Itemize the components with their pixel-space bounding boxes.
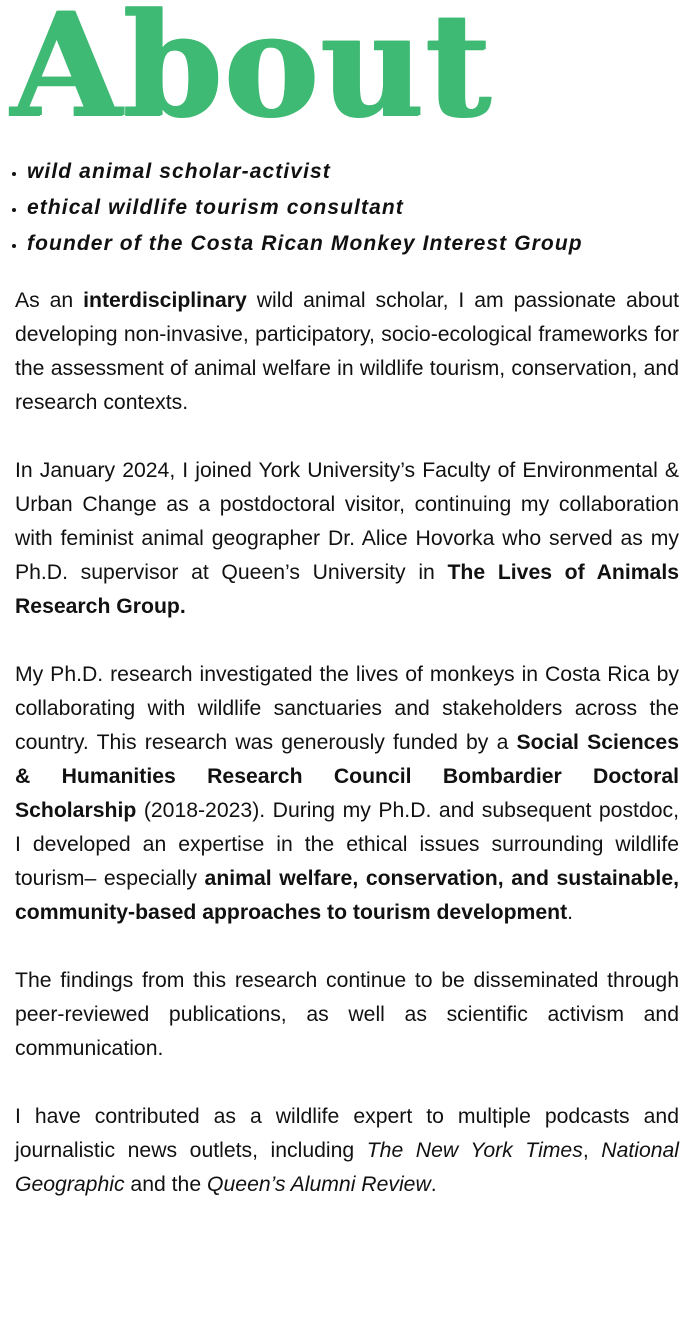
text-run: As an [15,289,84,312]
text-run: My Ph.D. research investigated the lives of monkeys in Costa Rica by collaborating with wildlife sanctuaries and stakeholders across the country. This research was generously funded by a [15,663,679,754]
findings-paragraph [15,964,679,1066]
page-title: About [10,0,492,149]
research-group-name: The Lives of Animals Research Group. [15,561,679,618]
text-run: In January 2024, I joined York University’s Faculty of Environmental & Urban Change as a postdoctoral visitor, continuing my collaboration with feminist animal geographer Dr. Alice Hovorka who served as my Ph.D. supervisor at Queen’s University in [15,459,679,584]
about-content [15,284,679,1236]
text-run: and the [124,1173,208,1196]
roles-list [0,154,583,262]
scholarship-name: Social Sciences & Humanities Research Council Bombardier Doctoral Scholarship [15,731,679,822]
text-run: . [567,901,574,924]
outlet-name: The New York Times [366,1139,583,1162]
text-run: (2018-2023). During my Ph.D. and subsequent postdoc, I developed an expertise in the ethical issues surrounding wildlife tourism– especially [15,799,679,890]
outlet-name: Queen’s Alumni Review [207,1173,431,1196]
york-paragraph [15,454,679,624]
text-run: wild animal scholar, I am passionate about developing non-invasive, participatory, socio-ecological frameworks for the assessment of animal welfare in wildlife tourism, conservation, and research contexts. [15,289,679,414]
expertise-areas: animal welfare, conservation, and sustainable, community-based approaches to tourism development [15,867,679,924]
phd-paragraph [15,658,679,930]
outlet-name: National Geographic [15,1139,680,1196]
bold-text: interdisciplinary [83,289,247,312]
media-paragraph [15,1100,679,1202]
text-run: . [430,1173,437,1196]
role-item: • ethical wildlife tourism consultant [27,190,583,226]
role-item: • founder of the Costa Rican Monkey Interest Group [27,226,583,262]
role-item: • wild animal scholar-activist [27,154,583,190]
text-run: I have contributed as a wildlife expert to multiple podcasts and journalistic news outlets, including [15,1105,679,1162]
intro-paragraph [15,284,679,420]
text-run: , [582,1139,602,1162]
text-run: The findings from this research continue to be disseminated through peer-reviewed publications, as well as scientific activism and communication. [15,969,679,1060]
